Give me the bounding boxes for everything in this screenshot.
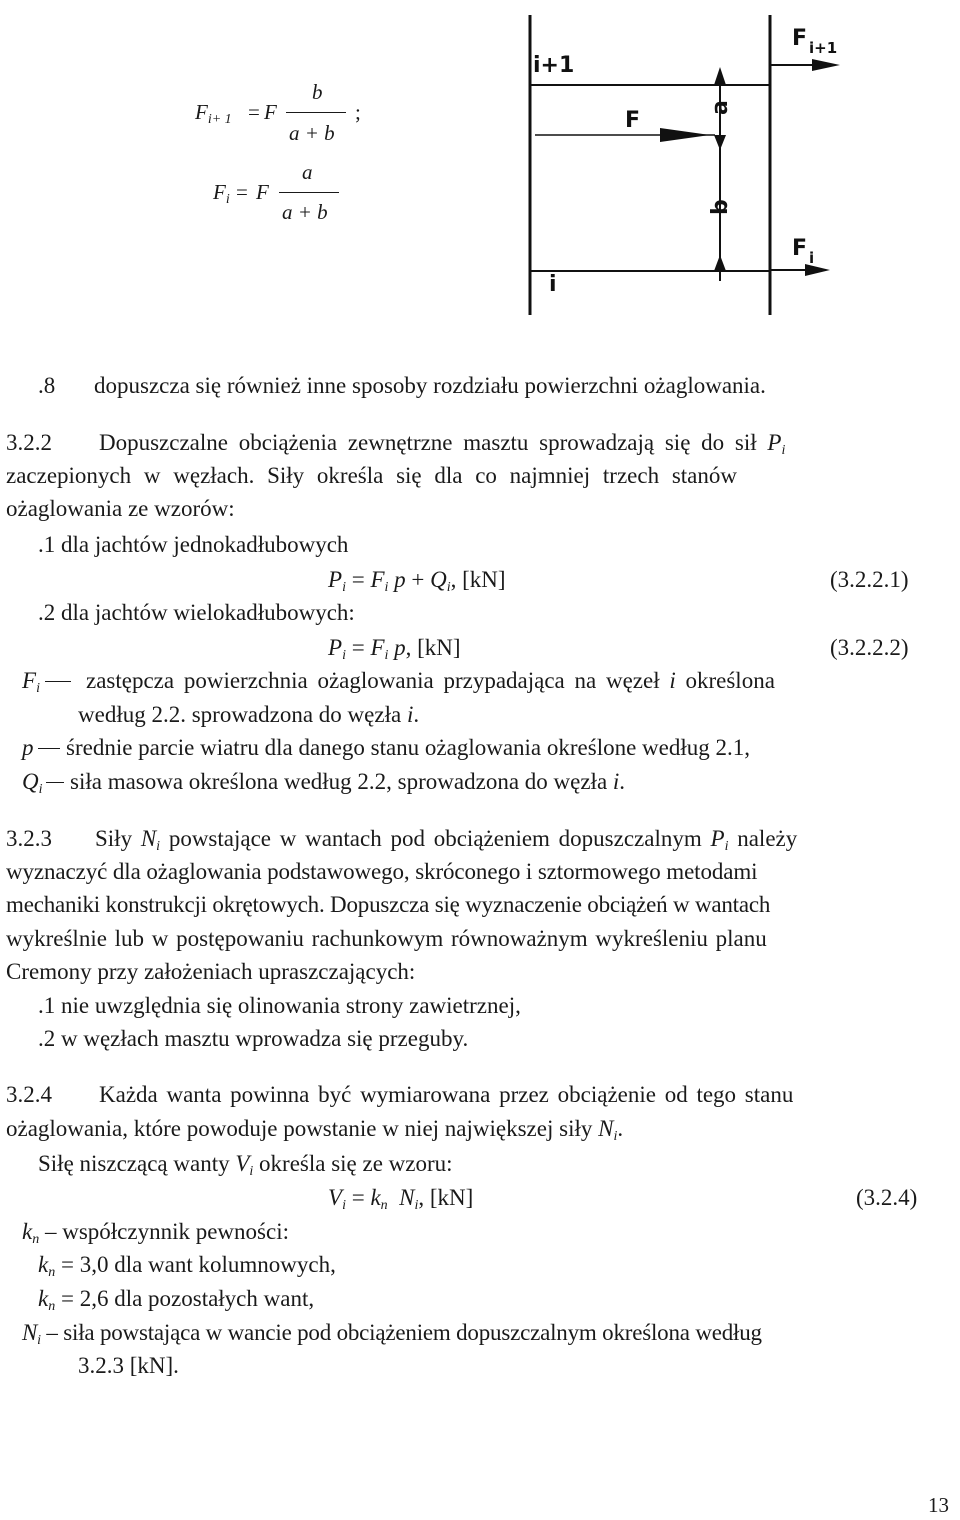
formula-2-denominator: a + b <box>282 200 328 224</box>
mast-load-diagram <box>505 15 850 345</box>
label-Fi-sub: i <box>809 249 815 267</box>
formula-2-numerator: a <box>302 160 313 184</box>
def-Ni-line2: 3.2.3 [kN]. <box>78 1353 179 1378</box>
dim-arrow-top <box>714 67 726 85</box>
def-F-symbol: $F_i$ <box>22 668 40 696</box>
label-F: F <box>625 108 641 133</box>
equation-3-2-2-1-number: (3.2.2.1) <box>830 567 909 592</box>
equation-3-2-4-number: (3.2.4) <box>856 1185 918 1210</box>
item-8-number: .8 <box>38 373 56 398</box>
def-kn-other: $k_n = 2,6$ dla pozostałych want, <box>38 1286 315 1314</box>
label-b: b <box>708 199 733 215</box>
def-p-dash <box>38 748 60 749</box>
formula-2-F: F <box>256 180 269 204</box>
dim-arrow-bottom <box>714 255 726 271</box>
formula-2-lhs: $F_i$ <box>213 180 230 207</box>
formula-1-fraction-bar <box>286 112 346 113</box>
formula-2-eq: = <box>236 180 248 204</box>
section-3-2-3-item2: .2 w węzłach masztu wprowadza się przeguby. <box>38 1026 469 1051</box>
formula-1-eq: = <box>248 100 260 124</box>
equation-3-2-4: $V_i = k_n$ $N_i$, [kN] <box>328 1185 474 1213</box>
def-Q-symbol: $Q_i$ <box>22 769 43 797</box>
section-3-2-3-line5: Cremony przy założeniach upraszczających: <box>6 959 416 984</box>
equation-3-2-2-2: $P_i = F_i$ p, [kN] <box>328 635 461 663</box>
label-i-plus-1: i+1 <box>533 53 575 78</box>
label-i: i <box>549 272 557 297</box>
equation-3-2-2-2-number: (3.2.2.2) <box>830 635 909 660</box>
def-kn-coefficient: $k_n$ – współczynnik pewności: <box>22 1219 289 1247</box>
section-3-2-2-line2: zaczepionych w węzłach. Siły określa się dla co najmniej trzech stanów <box>6 463 737 488</box>
force-Fi1-arrowhead <box>812 59 840 71</box>
label-a: a <box>708 100 733 115</box>
def-p-text: średnie parcie wiatru dla danego stanu ożaglowania określone według 2.1, <box>66 735 751 760</box>
formula-1-F: F <box>264 100 277 124</box>
section-3-2-2-line1: Dopuszczalne obciążenia zewnętrzne masztu sprowadzają się do sił $P_i$ <box>99 430 786 458</box>
dim-arrow-mid <box>714 135 726 150</box>
section-3-2-3-line1: Siły $N_i$ powstające w wantach pod obciążeniem dopuszczalnym $P_i$ należy <box>95 826 798 854</box>
section-3-2-4-line3: Siłę niszczącą wanty $V_i$ określa się ze wzoru: <box>38 1151 453 1179</box>
formula-1-semicolon: ; <box>355 100 361 124</box>
def-Ni: $N_i$ – siła powstająca w wancie pod obciążeniem dopuszczalnym określona według <box>22 1320 762 1348</box>
def-Q-dash <box>46 782 64 783</box>
section-3-2-3-line2: wyznaczyć dla ożaglowania podstawowego, skróconego i sztormowego metodami <box>6 859 758 884</box>
formula-1-numerator: b <box>312 80 323 104</box>
def-F-text-line2: według 2.2. sprowadzona do węzła i. <box>78 702 420 727</box>
section-3-2-3-line4: wykreślnie lub w postępowaniu rachunkowym równoważnym wykreśleniu planu <box>6 926 767 951</box>
section-3-2-4-number: 3.2.4 <box>6 1082 52 1107</box>
def-p-symbol: p <box>22 735 34 760</box>
section-3-2-2-line3: ożaglowania ze wzorów: <box>6 496 235 521</box>
section-3-2-3-number: 3.2.3 <box>6 826 52 851</box>
label-Fi1-sub: i+1 <box>809 39 838 57</box>
section-3-2-3-line3: mechaniki konstrukcji okrętowych. Dopuszcza się wyznaczenie obciążeń w wantach <box>6 892 771 917</box>
page-number: 13 <box>928 1493 949 1517</box>
def-Q-text: siła masowa określona według 2.2, sprowadzona do węzła i. <box>70 769 626 794</box>
label-Fi: F <box>792 236 808 261</box>
force-F-arrowhead <box>660 128 710 142</box>
def-kn-column: $k_n = 3,0$ dla want kolumnowych, <box>38 1252 336 1280</box>
section-3-2-2-number: 3.2.2 <box>6 430 52 455</box>
section-3-2-2-item1: .1 dla jachtów jednokadłubowych <box>38 532 349 557</box>
label-Fi1: F <box>792 26 808 51</box>
section-3-2-3-item1: .1 nie uwzględnia się olinowania strony zawietrznej, <box>38 993 521 1018</box>
formula-2-fraction-bar <box>279 192 339 193</box>
formula-1-lhs: $F_{i+ 1}$ <box>195 100 232 127</box>
equation-3-2-2-1: $P_i = F_i$ $p + Q_i$, [kN] <box>328 567 506 595</box>
def-F-dash <box>45 681 71 682</box>
section-3-2-4-line1: Każda wanta powinna być wymiarowana przez obciążenie od tego stanu <box>99 1082 794 1107</box>
item-8-text: dopuszcza się również inne sposoby rozdziału powierzchni ożaglowania. <box>94 373 766 398</box>
formula-1-denominator: a + b <box>289 121 335 145</box>
section-3-2-2-item2: .2 dla jachtów wielokadłubowych: <box>38 600 355 625</box>
def-F-text-line1: zastępcza powierzchnia ożaglowania przypadająca na węzeł i określona <box>86 668 775 693</box>
section-3-2-4-line2: ożaglowania, które powoduje powstanie w niej największej siły $N_i$. <box>6 1116 624 1144</box>
